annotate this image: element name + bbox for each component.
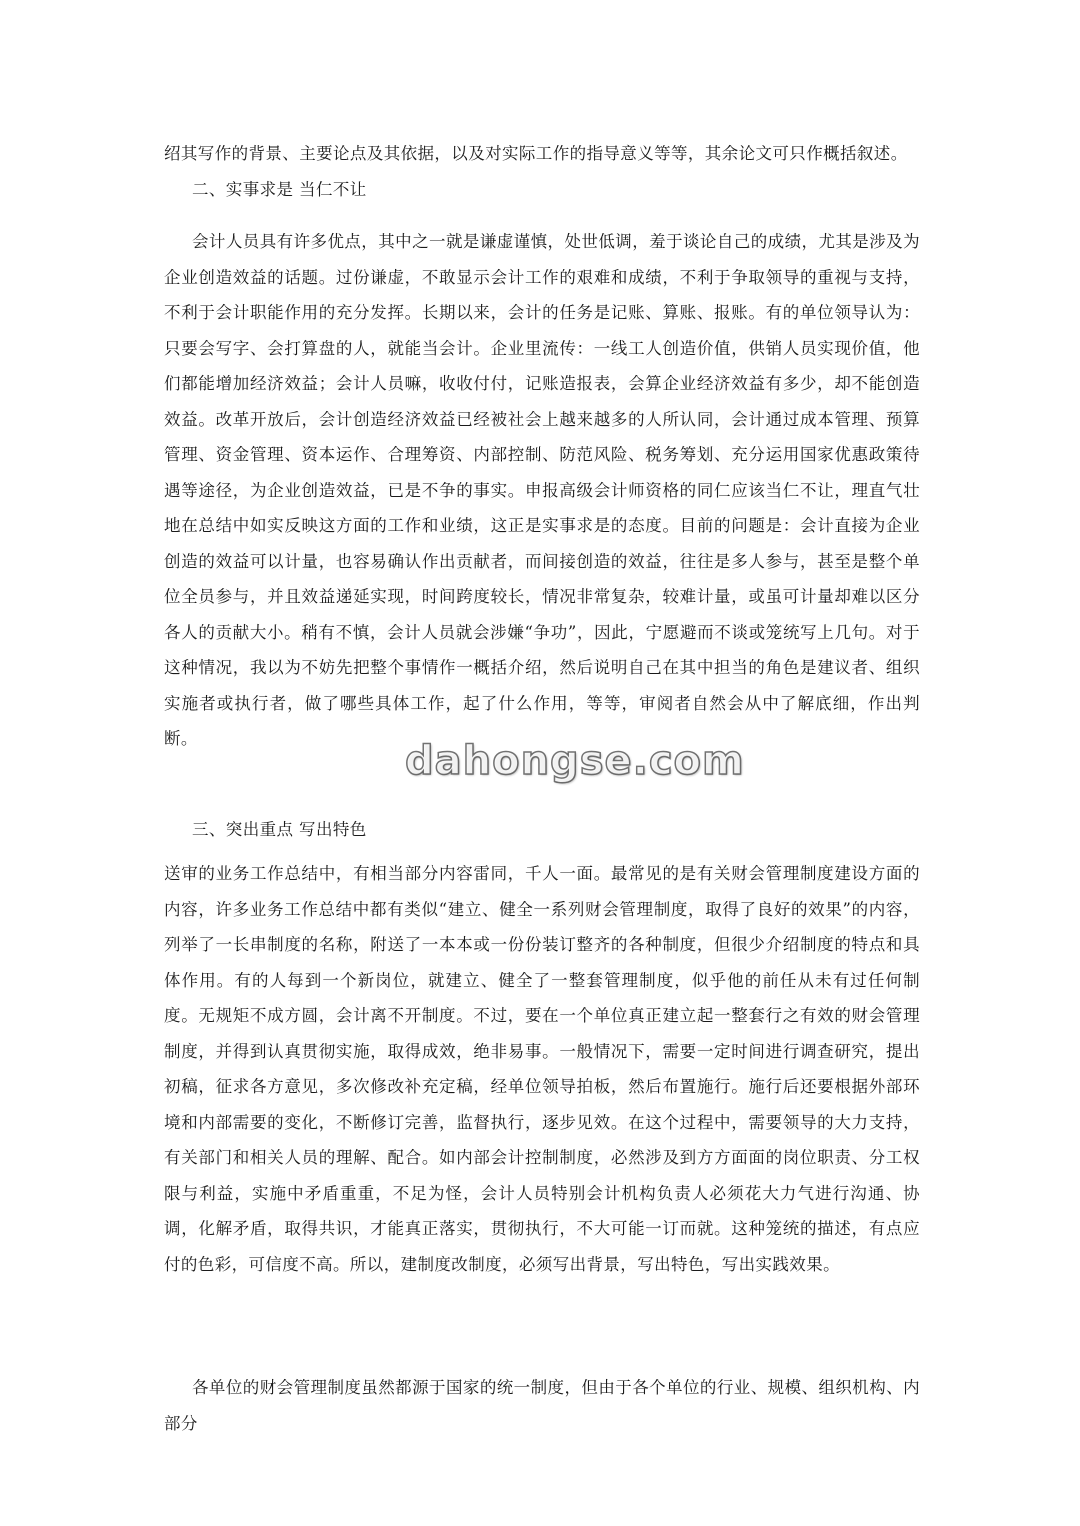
section-2-paragraph: 会计人员具有许多优点，其中之一就是谦虚谨慎，处世低调，羞于谈论自己的成绩，尤其是涉及为企业创造效益的话题。过份谦虚，不敢显示会计工作的艰难和成绩，不利于争取领导的重视与支持，不利于会计职能作用的充分发挥。长期以来，会计的任务是记账、算账、报账。有的单位领导认为：只要会写字、会打算盘的人，就能当会计。企业里流传：一线工人创造价值，供销人员实现价值，他们都能增加经济效益；会计人员嘛，收收付付，记账造报表，会算企业经济效益有多少，却不能创造效益。改革开放后，会计创造经济效益已经被社会上越来越多的人所认同，会计通过成本管理、预算管理、资金管理、资本运作、合理筹资、内部控制、防范风险、税务筹划、充分运用国家优惠政策待遇等途径，为企业创造效益，已是不争的事实。申报高级会计师资格的同仁应该当仁不让，理直气壮地在总结中如实反映这方面的工作和业绩，这正是实事求是的态度。目前的问题是：会计直接为企业创造的效益可以计量，也容易确认作出贡献者，而间接创造的效益，往往是多人参与，甚至是整个单位全员参与，并且效益递延实现，时间跨度较长，情况非常复杂，较难计量，或虽可计量却难以区分各人的贡献大小。稍有不慎，会计人员就会涉嫌“争功”，因此，宁愿避而不谈或笼统写上几句。对于这种情况，我以为不妨先把整个事情作一概括介绍，然后说明自己在其中担当的角色是建议者、组织实施者或执行者，做了哪些具体工作，起了什么作用，等等，审阅者自然会从中了解底细，作出判断。 xyxy=(164,232,920,748)
watermark: dahongse.com xyxy=(405,738,745,784)
section-3-paragraph: 送审的业务工作总结中，有相当部分内容雷同，千人一面。最常见的是有关财会管理制度建设方面的内容，许多业务工作总结中都有类似“建立、健全一系列财会管理制度，取得了良好的效果”的内容，列举了一长串制度的名称，附送了一本本或一份份装订整齐的各种制度，但很少介绍制度的特点和具体作用。有的人每到一个新岗位，就建立、健全了一整套管理制度，似乎他的前任从未有过任何制度。无规矩不成方圆，会计离不开制度。不过，要在一个单位真正建立起一整套行之有效的财会管理制度，并得到认真贯彻实施，取得成效，绝非易事。一般情况下，需要一定时间进行调查研究，提出初稿，征求各方意见，多次修改补充定稿，经单位领导拍板，然后布置施行。施行后还要根据外部环境和内部需要的变化，不断修订完善，监督执行，逐步见效。在这个过程中，需要领导的大力支持，有关部门和相关人员的理解、配合。如内部会计控制制度，必然涉及到方方面面的岗位职责、分工权限与利益，实施中矛盾重重，不足为怪，会计人员特别会计机构负责人必须花大力气进行沟通、协调，化解矛盾，取得共识，才能真正落实，贯彻执行，不大可能一订而就。这种笼统的描述，有点应付的色彩，可信度不高。所以，建制度改制度，必须写出背景，写出特色，写出实践效果。 xyxy=(164,864,920,1274)
section-heading-3: 三、突出重点 写出特色 xyxy=(192,820,367,839)
intro-line: 绍其写作的背景、主要论点及其依据，以及对实际工作的指导意义等等，其余论文可只作概括叙述。 xyxy=(164,144,908,163)
section-heading-2: 二、实事求是 当仁不让 xyxy=(192,180,367,199)
section-3-paragraph-2-start: 各单位的财会管理制度虽然都源于国家的统一制度，但由于各个单位的行业、规模、组织机构、内部分 xyxy=(164,1378,920,1433)
